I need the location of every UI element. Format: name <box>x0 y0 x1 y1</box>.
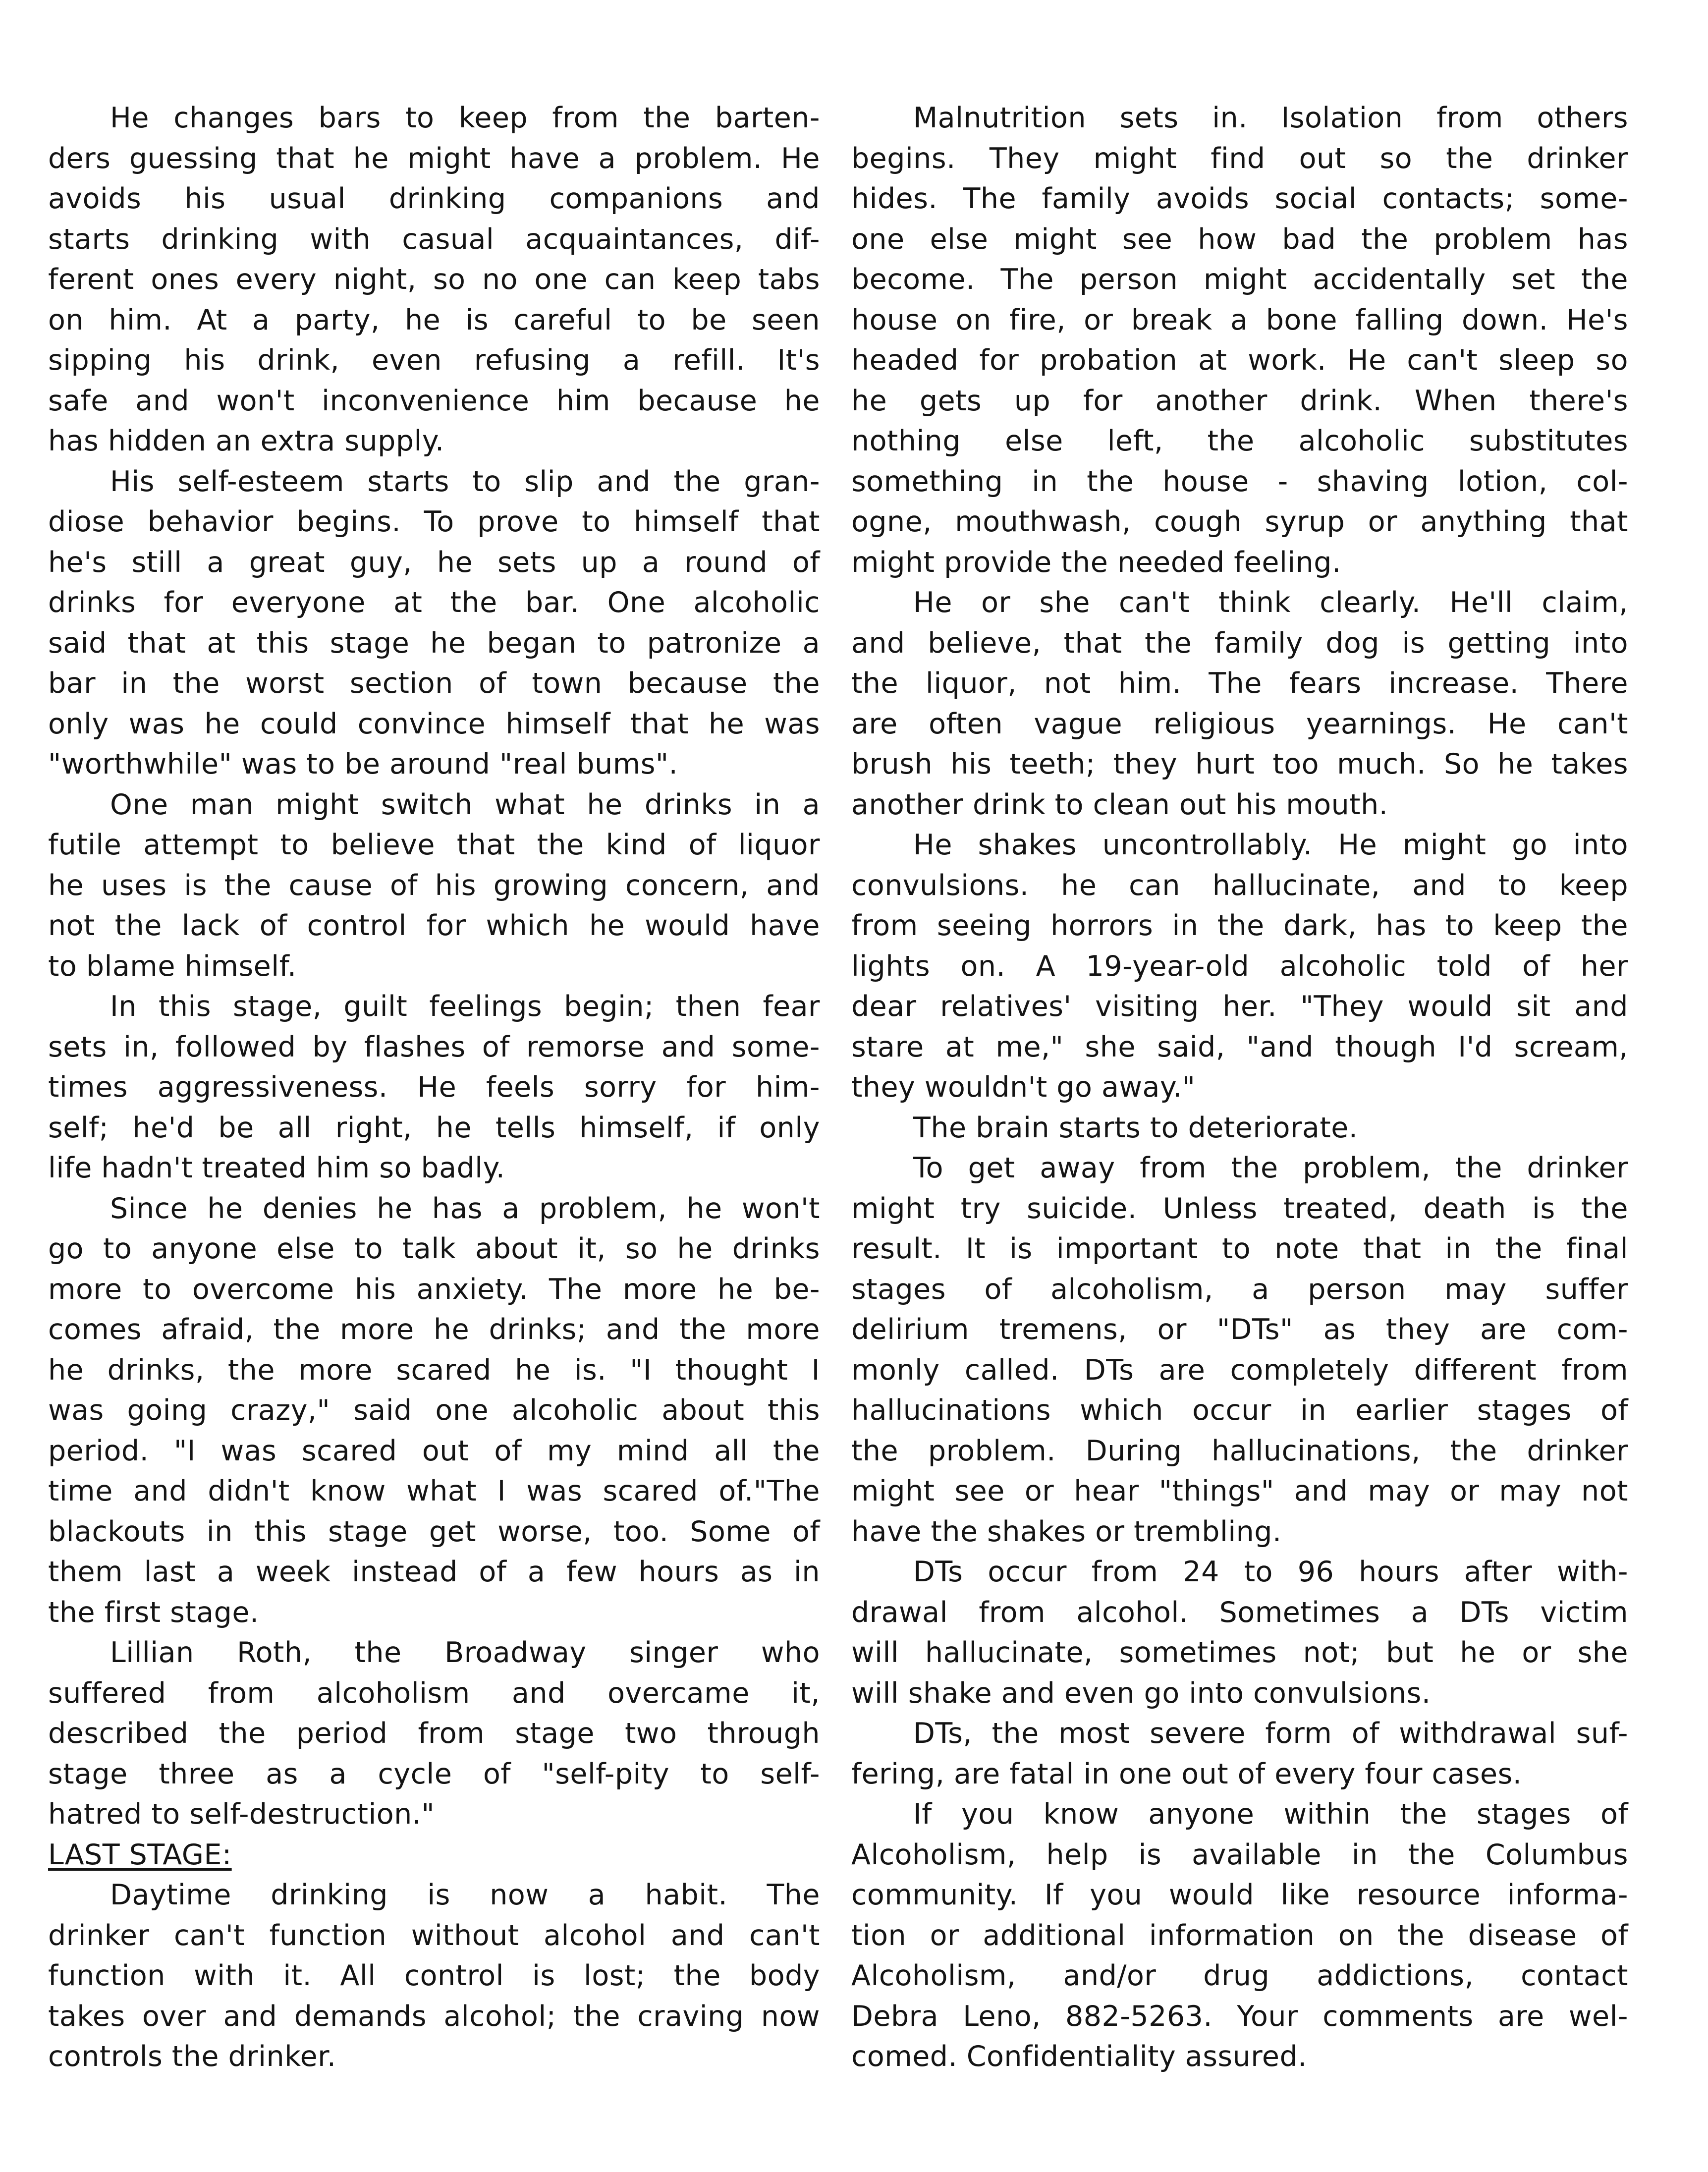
text-line: DTs, the most severe form of withdrawal suf- <box>913 1717 1628 1750</box>
text-line: nothing else left, the alcoholic substitutes <box>851 425 1628 457</box>
text-line: might provide the needed feeling. <box>851 546 1341 579</box>
text-line: delirium tremens, or "DTs" as they are com- <box>851 1313 1628 1346</box>
paragraph <box>48 1875 820 2077</box>
text-line: headed for probation at work. He can't sleep so <box>851 344 1628 377</box>
text-line: avoids his usual drinking companions and <box>48 182 820 215</box>
heading-text: LAST STAGE: <box>48 1838 232 1871</box>
paragraph <box>851 1794 1628 2077</box>
section-heading <box>48 1835 820 1876</box>
text-line: DTs occur from 24 to 96 hours after with- <box>913 1556 1628 1588</box>
text-line: ders guessing that he might have a problem. He <box>48 142 820 175</box>
text-line: He shakes uncontrollably. He might go into <box>913 829 1628 861</box>
text-line: was going crazy," said one alcoholic about this <box>48 1394 820 1427</box>
text-line: His self-esteem starts to slip and the gran- <box>110 465 820 498</box>
text-line: blackouts in this stage get worse, too. Some of <box>48 1515 820 1548</box>
paragraph <box>48 98 820 462</box>
text-line: Alcoholism, and/or drug addictions, contact <box>851 1959 1628 1992</box>
text-line: monly called. DTs are completely different from <box>851 1353 1628 1387</box>
text-line: might see or hear "things" and may or may not <box>851 1475 1628 1507</box>
text-line: to blame himself. <box>48 949 297 983</box>
text-line: period. "I was scared out of my mind all the <box>48 1434 820 1467</box>
text-line: Lillian Roth, the Broadway singer who <box>110 1636 820 1669</box>
text-line: will hallucinate, sometimes not; but he or she <box>851 1636 1628 1669</box>
text-line: described the period from stage two through <box>48 1717 820 1750</box>
text-line: Malnutrition sets in. Isolation from others <box>913 102 1628 134</box>
text-line: stage three as a cycle of "self-pity to self- <box>48 1757 820 1790</box>
text-line: safe and won't inconvenience him because he <box>48 384 820 417</box>
text-line: the first stage. <box>48 1596 259 1629</box>
paragraph <box>851 1108 1628 1149</box>
text-line: the liquor, not him. The fears increase. There <box>851 667 1628 700</box>
paragraph <box>48 785 820 987</box>
text-line: go to anyone else to talk about it, so he drinks <box>48 1232 820 1265</box>
left-column <box>48 98 820 2077</box>
text-line: he drinks, the more scared he is. "I thought I <box>48 1353 820 1387</box>
text-line: In this stage, guilt feelings begin; then fear <box>110 990 820 1023</box>
text-line: controls the drinker. <box>48 2040 336 2073</box>
text-line: house on fire, or break a bone falling down. He's <box>851 303 1628 336</box>
text-line: become. The person might accidentally set the <box>851 263 1628 296</box>
text-line: brush his teeth; they hurt too much. So he takes <box>851 748 1628 780</box>
text-line: dear relatives' visiting her. "They would sit and <box>851 990 1628 1023</box>
text-line: hatred to self-destruction." <box>48 1798 435 1831</box>
text-line: function with it. All control is lost; the body <box>48 1959 820 1992</box>
text-line: suffered from alcoholism and overcame it, <box>48 1676 820 1710</box>
text-line: comed. Confidentiality assured. <box>851 2040 1307 2073</box>
text-line: self; he'd be all right, he tells himself, if only <box>48 1111 820 1144</box>
paragraph <box>48 987 820 1189</box>
text-line: The brain starts to deteriorate. <box>913 1111 1358 1144</box>
text-line: drawal from alcohol. Sometimes a DTs victim <box>851 1596 1628 1629</box>
text-line: stages of alcoholism, a person may suffer <box>851 1273 1628 1306</box>
text-line: One man might switch what he drinks in a <box>110 788 820 821</box>
text-line: one else might see how bad the problem has <box>851 223 1628 256</box>
text-line: has hidden an extra supply. <box>48 425 444 457</box>
text-line: fering, are fatal in one out of every four cases. <box>851 1757 1522 1790</box>
text-line: stare at me," she said, "and though I'd scream, <box>851 1030 1628 1063</box>
text-line: sipping his drink, even refusing a refill. It's <box>48 344 820 377</box>
text-line: life hadn't treated him so badly. <box>48 1152 505 1184</box>
text-line: he uses is the cause of his growing concern, and <box>48 869 820 902</box>
text-line: Alcoholism, help is available in the Columbus <box>851 1838 1628 1871</box>
text-line: time and didn't know what I was scared of."The <box>48 1475 820 1507</box>
text-line: the problem. During hallucinations, the drinker <box>851 1434 1628 1467</box>
text-line: they wouldn't go away." <box>851 1071 1196 1104</box>
text-line: times aggressiveness. He feels sorry for him- <box>48 1071 820 1104</box>
text-line: on him. At a party, he is careful to be seen <box>48 303 820 336</box>
text-line: hallucinations which occur in earlier stages of <box>851 1394 1628 1427</box>
text-line: only was he could convince himself that he was <box>48 707 820 740</box>
paragraph <box>851 98 1628 583</box>
text-line: said that at this stage he began to patronize a <box>48 626 820 660</box>
text-line: If you know anyone within the stages of <box>913 1798 1628 1831</box>
text-line: comes afraid, the more he drinks; and the more <box>48 1313 820 1346</box>
text-line: Daytime drinking is now a habit. The <box>110 1879 820 1911</box>
text-line: tion or additional information on the disease of <box>851 1919 1628 1952</box>
paragraph <box>851 1714 1628 1794</box>
text-line: Since he denies he has a problem, he won't <box>110 1192 820 1225</box>
text-line: result. It is important to note that in the final <box>851 1232 1628 1265</box>
text-line: them last a week instead of a few hours as in <box>48 1556 820 1588</box>
paragraph <box>851 825 1628 1108</box>
text-line: ferent ones every night, so no one can keep tabs <box>48 263 820 296</box>
text-line: something in the house - shaving lotion, col- <box>851 465 1628 498</box>
text-line: another drink to clean out his mouth. <box>851 788 1388 821</box>
paragraph <box>851 1148 1628 1552</box>
text-line: sets in, followed by flashes of remorse and some- <box>48 1030 820 1063</box>
paragraph <box>48 1189 820 1633</box>
text-line: and believe, that the family dog is getting into <box>851 626 1628 660</box>
text-line: from seeing horrors in the dark, has to keep the <box>851 909 1628 942</box>
text-line: might try suicide. Unless treated, death is the <box>851 1192 1628 1225</box>
text-line: drinks for everyone at the bar. One alcoholic <box>48 586 820 619</box>
paragraph <box>851 1552 1628 1714</box>
paragraph <box>48 462 820 785</box>
text-line: ogne, mouthwash, cough syrup or anything that <box>851 505 1628 538</box>
text-line: takes over and demands alcohol; the craving now <box>48 2000 820 2033</box>
text-line: To get away from the problem, the drinker <box>913 1152 1628 1184</box>
paragraph <box>48 1633 820 1835</box>
text-line: He or she can't think clearly. He'll claim, <box>913 586 1628 619</box>
text-line: futile attempt to believe that the kind of liquor <box>48 829 820 861</box>
text-line: lights on. A 19-year-old alcoholic told of her <box>851 949 1628 983</box>
text-line: begins. They might find out so the drinker <box>851 142 1628 175</box>
text-line: convulsions. he can hallucinate, and to keep <box>851 869 1628 902</box>
text-line: He changes bars to keep from the barten- <box>110 102 820 134</box>
text-line: will shake and even go into convulsions. <box>851 1676 1431 1710</box>
paragraph <box>851 583 1628 825</box>
text-line: bar in the worst section of town because the <box>48 667 820 700</box>
text-line: starts drinking with casual acquaintances, dif- <box>48 223 820 256</box>
text-line: have the shakes or trembling. <box>851 1515 1282 1548</box>
text-line: more to overcome his anxiety. The more he be- <box>48 1273 820 1306</box>
text-line: he's still a great guy, he sets up a round of <box>48 546 820 579</box>
text-line: community. If you would like resource informa- <box>851 1879 1628 1911</box>
text-line: hides. The family avoids social contacts; some- <box>851 182 1628 215</box>
text-line: diose behavior begins. To prove to himself that <box>48 505 820 538</box>
text-line: he gets up for another drink. When there's <box>851 384 1628 417</box>
text-line: are often vague religious yearnings. He can't <box>851 707 1628 740</box>
text-line: Debra Leno, 882-5263. Your comments are wel- <box>851 2000 1628 2033</box>
text-line: not the lack of control for which he would have <box>48 909 820 942</box>
right-column <box>851 98 1628 2077</box>
text-line: "worthwhile" was to be around "real bums". <box>48 748 678 780</box>
text-line: drinker can't function without alcohol and can't <box>48 1919 820 1952</box>
